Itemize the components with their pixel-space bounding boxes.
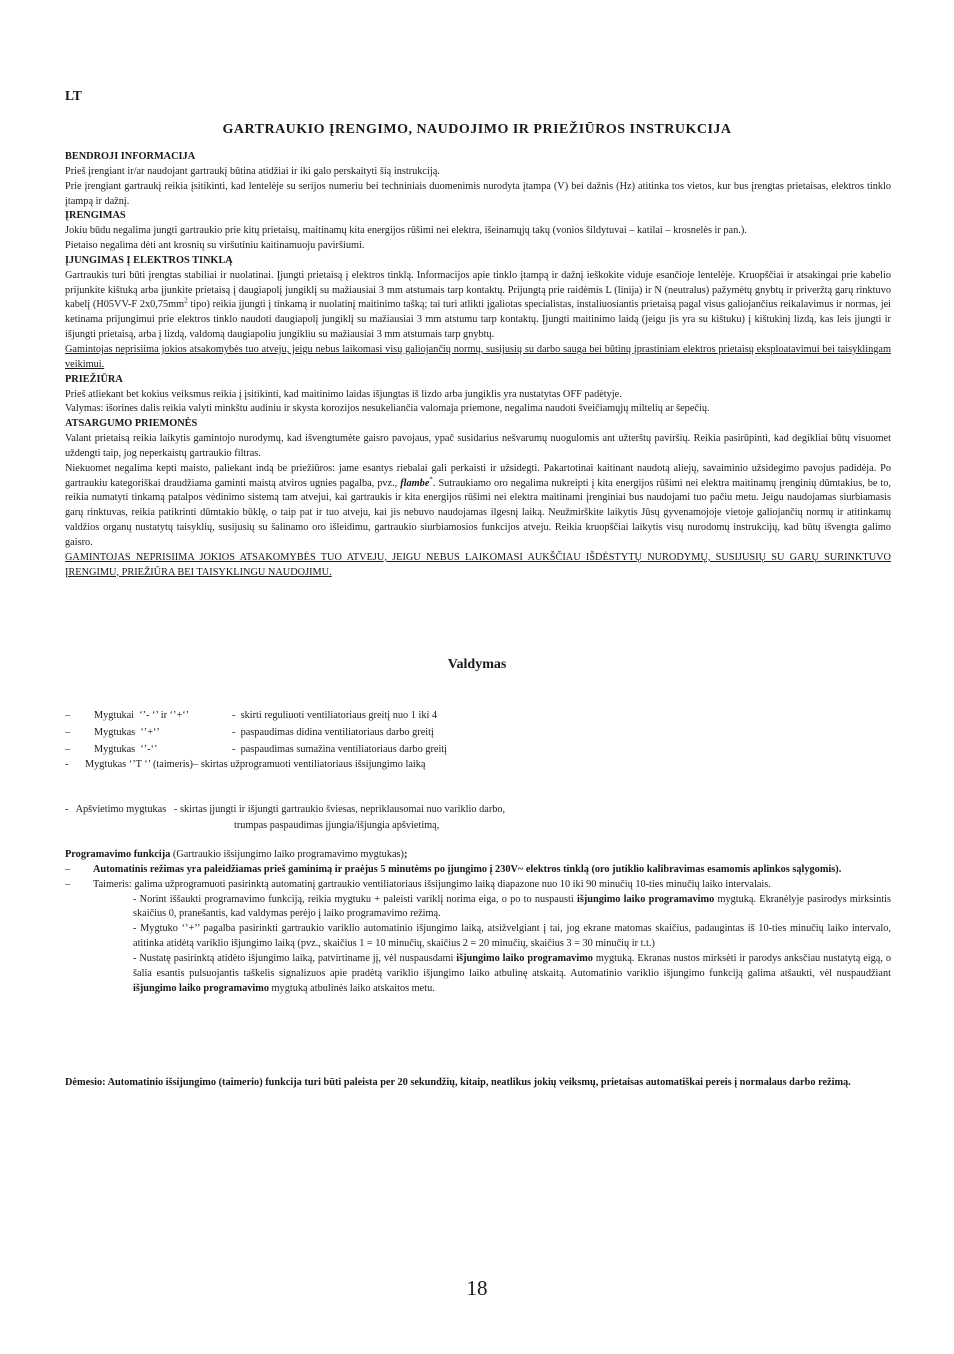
text-span: - Nustatę pasirinktą atidėto išjungimo laiką, patvirtiname jį, vėl nuspausdami bbox=[133, 952, 457, 964]
section-heading-maintenance: PRIEŽIŪRA bbox=[65, 373, 123, 385]
section-heading-installation: ĮRENGIMAS bbox=[65, 210, 126, 222]
text-span: Niekuomet negalima kepti maisto, paliekant indą be priežiūros: jame esantys riebalai gali perkaisti ir užsidegti. Pakartotinai kaitinant naudotą aliejų, savaiminio užsidegimo pavojus padidėja. Po gartraukiu kategoriškai draudžiama gaminti maistą atviros ugnies pagalba, pvz., bbox=[65, 462, 891, 489]
text-span: mygtuką atbulinės laiko atskaitos metu. bbox=[268, 982, 435, 994]
programming-section bbox=[65, 848, 891, 996]
button-description-list bbox=[65, 707, 891, 773]
programming-title-bold: Programavimo funkcija bbox=[65, 849, 171, 860]
timer-step bbox=[65, 893, 891, 923]
list-item bbox=[65, 863, 891, 878]
list-item bbox=[65, 707, 891, 724]
paragraph: Valymas: išorines dalis reikia valyti minkštu audiniu ir skysta korozijos nesukeliančia valomaja priemone, negalima naudoti šveičiamųjų miltelių ar šepečių. bbox=[65, 403, 710, 415]
timer-step bbox=[65, 952, 891, 997]
auto-mode-text: Automatinis režimas yra paleidžiamas prieš gaminimą ir praėjus 5 minutėms po įjungimo į 230V~ elektros tinklą (oro jutiklio kalibravimas esamomis aplinkos sąlygomis). bbox=[93, 863, 842, 875]
text-line: trumpas paspaudimas įjungia/išjungia apšvietimą, bbox=[234, 819, 440, 831]
text-span: mygtuką. Ekranas nustos mirksėti ir parodys anksčiau nustatytą eigą, o šalia esantis pulsuojantis taškelis signalizuos apie pradėtą variklio išjungimo laiko atbulinę atskaitą. Automatinio variklio išjungimo funkciją galima atšaukti, vėl nuspaudžiant bbox=[133, 952, 892, 979]
button-description: – skirtas užprogramuoti ventiliatoriaus išsijungimo laiką bbox=[193, 759, 426, 770]
timer-text: Taimeris: galima užprogramuoti pasirinktą automatinį gartraukio ventiliatoriaus išsijungimo laiką diapazone nuo 10 iki 90 minučių 10-ties minučių laiko intervalais. bbox=[93, 878, 771, 890]
button-description: - skirti reguliuoti ventiliatoriaus greitį nuo 1 iki 4 bbox=[232, 710, 438, 721]
button-name: Mygtukas ‘’+‘’ bbox=[94, 727, 160, 738]
document-title: GARTRAUKIO ĮRENGIMO, NAUDOJIMO IR PRIEŽIŪROS INSTRUKCIJA bbox=[222, 122, 732, 137]
text-span: išjungimo laiko programavimo bbox=[576, 893, 715, 905]
programming-title bbox=[65, 848, 891, 863]
controls-heading: Valdymas bbox=[447, 657, 507, 672]
paragraph: Prie įrengiant gartraukį reikia įsitikinti, kad lentelėje su serijos numeriu bei techniniais duomenimis nurodyta įtampa (V) bei dažnis (Hz) atitinka tos vietos, kur bus įrengtas prietaisas, elektros tinklo įtampą ir dažnį. bbox=[65, 180, 891, 207]
page-number: 18 bbox=[466, 1276, 488, 1300]
text-line: - Apšvietimo mygtukas - skirtas įjungti ir išjungti gartraukio šviesas, nepriklausomai nuo variklio darbo, bbox=[65, 804, 506, 815]
paragraph: Prieš įrengiant ir/ar naudojant gartraukį būtina atidžiai ir iki galo perskaityti šią instrukciją. bbox=[65, 165, 440, 177]
list-dash: – bbox=[65, 710, 71, 721]
list-dash: – bbox=[65, 878, 71, 890]
document-body bbox=[65, 150, 891, 580]
list-dash: - bbox=[65, 759, 69, 770]
list-dash: – bbox=[65, 863, 71, 875]
section-heading-electrical: ĮJUNGIMAS Į ELEKTROS TINKLĄ bbox=[65, 254, 233, 266]
list-item bbox=[65, 724, 891, 741]
text-span: Gartraukis turi būti įrengtas stabiliai ir nuolatinai. Įjungti prietaisą į elektros tinklą. Informacijos apie tinklo įtampą ir dažnį ieškokite viduje esančioje lentelėje. Kruopščiai ir atsakingai prie kabelio prijunkite kištuką arba įjunkite prietaisą į daugiapolį jungiklį su mažiausiai 3 mm atstumais tarp kontaktų. Prijungtą prie raidėmis L (linija) ir N (neutralus) pažymėtų gnybtų ir priveržtą garų rinktuvo kabelį (H05VV-F 2x0,75mm bbox=[65, 269, 891, 311]
paragraph: Prieš atliekant bet kokius veiksmus reikia į įsitikinti, kad maitinimo laidas išjungtas iš lizdo arba jungiklis yra nustatytas OFF padėtyje. bbox=[65, 388, 622, 400]
text-span: . Sutraukiamo oro negalima nukreipti į kita energijos rūšimi nei elektra maitinamų įrenginių dūmtakius, be to, reikia numatyti tinkamą patalpos vėdinimo sistemą tam atvejui, kai gartraukis ir kita energijos rūšimi nei elektra maitinami įrenginiai bus naudojami tuo pačiu metu. Jeigu naudojamas siurbiamasis garų rinktuvas, reikia patikrinti dūmtakio būklę, o taip pat ir tuo atveju, kai jis nebuvo naudojamas ilgesnį laiką. Neužmirškite laikytis Jūsų gyvenamojoje vietoje galiojančių normų ir atitinkamų valdžios organų nustatytų taisyklių, susijusių su šalinamo oro išleidimu, gartraukio siurbiamosios funkcijos atveju. Reikia kruopščiai laikytis visų nurodomų instrukcijų, kad būtų išvengta galimo gaisro. bbox=[65, 477, 892, 548]
text-span: tipo) reikia įjungti į tinkamą ir nuolatinį maitinimo tašką; tai turi atlikti įgaliotas specialistas, instaliuosiantis prietaisą pagal visus galiojančius reikalavimus ir normas, jei ketinama prijungimui prie elektros tinklo naudoti daugiapolį jungiklį su mažiausiai 3 mm atstumu tarp kontaktų. Įjungti maitinimo laidą (jeigu jis yra su kištuku) į kištukinį lizdą, kas leis įjungti ir išjungti prietaisą, arba į lizdą, valdomą daugiapoliu jungikliu su mažiausiai 3 mm atstumais tarp gnybtų. bbox=[65, 299, 892, 341]
language-code: LT bbox=[65, 88, 82, 103]
list-dash: – bbox=[65, 727, 71, 738]
timer-step: - Mygtuko ‘’+’’ pagalba pasirinkti gartraukio variklio automatinio išjungimo laiką, atsižvelgiant į tai, jog ekrane matomas skaičius, padaugintas iš 10-ties minučių laiko intervalo, atitinka atidėtą variklio išjungimo laiką (pvz., skaičius 1 = 10 minučių, skaičius 2 = 20 minučių, skaičius 3 = 30 minučių ir t.t.) bbox=[133, 923, 891, 950]
warning-paragraph: Gamintojas neprisiima jokios atsakomybės tuo atveju, jeigu nebus laikomasi visų galiojančių normų, susijusių su darbo sauga bei būtinų įprastiniam elektros prietaisų eksploatavimui bei taisyklingam veikimui. bbox=[65, 343, 891, 370]
button-description: - paspaudimas sumažina ventiliatoriaus darbo greitį bbox=[232, 744, 448, 755]
text-span: - Norint iššaukti programavimo funkciją, reikia mygtuku + paleisti variklį norima eiga, o po to nuspausti bbox=[133, 893, 577, 905]
text-span: išjungimo laiko programavimo bbox=[456, 952, 593, 964]
section-heading-precautions: ATSARGUMO PRIEMONĖS bbox=[65, 418, 198, 430]
text-span: (Gartraukio išsijungimo laiko programavimo mygtukas) bbox=[170, 849, 404, 860]
paragraph bbox=[65, 269, 891, 343]
text-span: ; bbox=[404, 849, 408, 860]
paragraph: Valant prietaisą reikia laikytis gamintojo nurodymų, kad išvengtumėte gaisro pavojaus, ypač susidarius nešvarumų nuogulomis ant užterštų paviršių. Reikia pasirūpinti, kad degikliai būtų visuomet uždengti taip, jog neperkaistų gartraukio filtras. bbox=[65, 433, 891, 459]
list-item bbox=[65, 878, 891, 893]
section-heading-general: BENDROJI INFORMACIJA bbox=[65, 151, 196, 162]
button-name: Mygtukai ‘’- ‘’ ir ‘’+‘’ bbox=[94, 710, 190, 721]
list-dash: – bbox=[65, 744, 71, 755]
paragraph bbox=[65, 462, 891, 551]
superscript: 2 bbox=[184, 297, 188, 306]
attention-note: Dėmesio: Automatinio išsijungimo (taimerio) funkcija turi būti paleista per 20 sekundžių, kitaip, neatlikus jokių veiksmų, prietaisas automatiškai pereis į normalaus darbo režimą. bbox=[65, 1077, 851, 1088]
text-span: mygtuką. Ekranėlyje pasirodys mirksintis skaičius 0, pranešantis, kad valdymas perėjo į laiko programavimo režimą. bbox=[133, 893, 891, 920]
warning-paragraph-caps: GAMINTOJAS NEPRISIIMA JOKIOS ATSAKOMYBĖS TUO ATVEJU, JEIGU NEBUS LAIKOMASI AUKŠČIAU IŠDĖSTYTŲ NURODYMŲ, SUSIJUSIŲ SU GARŲ SURINKTUVO ĮRENGIMU, PRIEŽIŪRA BEI TAISYKLINGU NAUDOJIMU. bbox=[65, 551, 891, 578]
superscript: * bbox=[429, 475, 433, 484]
flambe-term: flambe bbox=[400, 477, 430, 489]
text-span: išjungimo laiko programavimo bbox=[133, 982, 269, 994]
paragraph: Pietaiso negalima dėti ant krosnių su viršutiniu kaitinamuoju paviršiumi. bbox=[65, 240, 365, 252]
paragraph: Jokiu būdu negalima jungti gartraukio prie kitų prietaisų, maitinamų kita energijos rūšimi nei elektra, išeinamųjų takų (vonios šildytuvai – katilai – krosnelės ir pan.). bbox=[65, 225, 747, 237]
button-name: Mygtukas ‘’-‘’ bbox=[94, 744, 158, 755]
button-name: Mygtukas ‘’T ‘’ (taimeris) bbox=[85, 759, 193, 770]
button-description: - paspaudimas didina ventiliatoriaus darbo greitį bbox=[232, 727, 434, 738]
light-button-description bbox=[65, 802, 891, 833]
list-item bbox=[65, 756, 891, 773]
